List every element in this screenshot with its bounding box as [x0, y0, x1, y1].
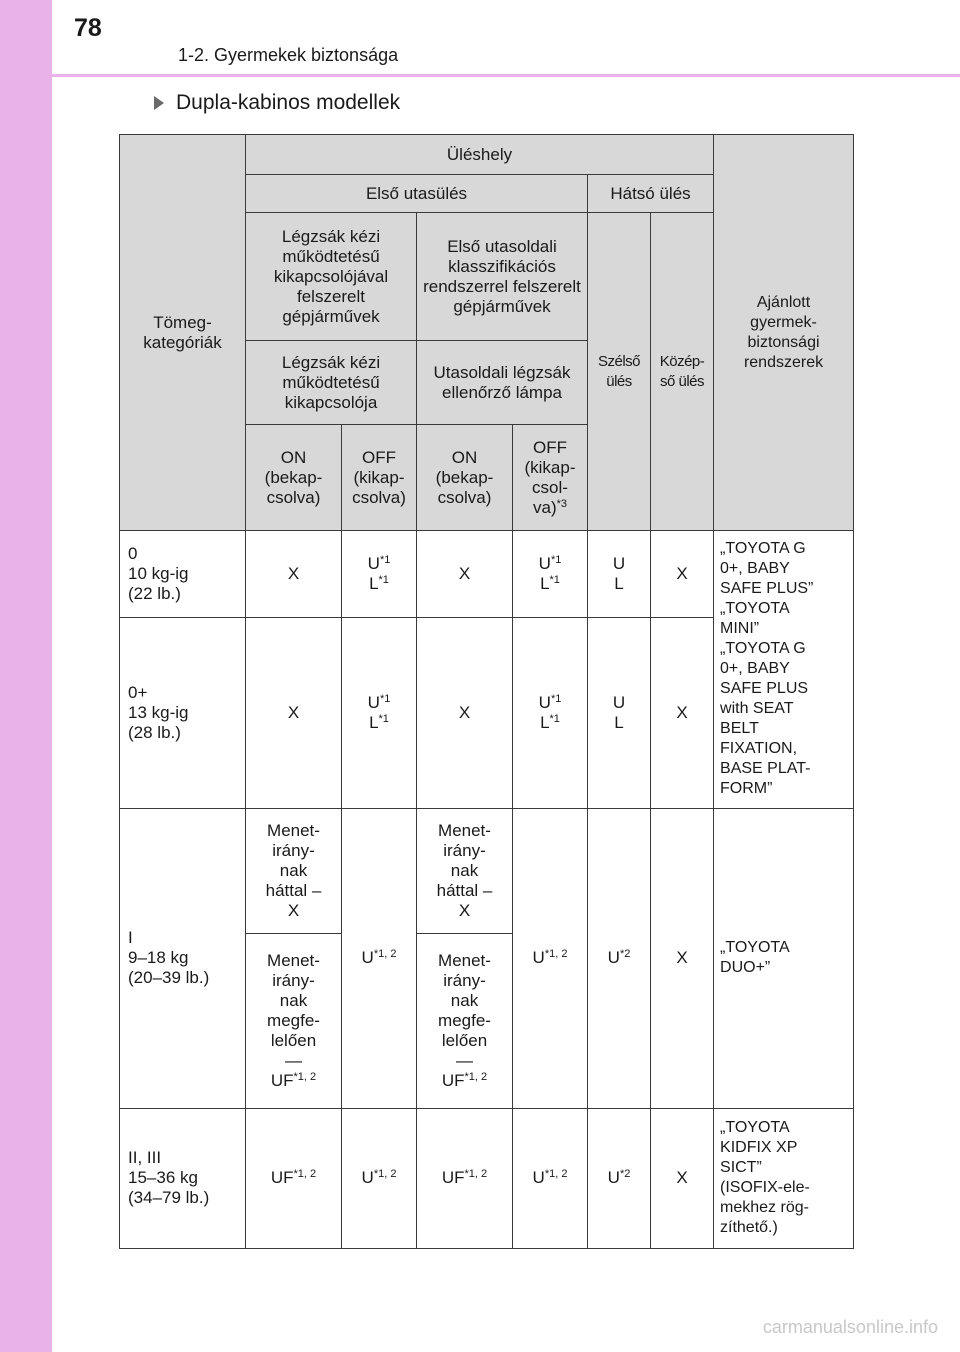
header-rule: [52, 74, 960, 77]
watermark-footer: carmanualsonline.info: [762, 1317, 938, 1337]
table-row: [120, 808, 854, 933]
manual-switch-vehicles-header: Légzsák kézi működtetésű kikapcsolójával felszerelt gépjárművek: [246, 213, 417, 341]
value-cell: X: [246, 531, 342, 618]
lamp-off-header: OFF (kikap- csol- va)$^{*3}$: [513, 425, 588, 531]
triangle-bullet-icon: [154, 96, 164, 110]
value-cell: UF$^{*1, 2}$: [417, 1108, 513, 1248]
weight-group-cell: 0+ 13 kg-ig (28 lb.): [120, 618, 246, 808]
indicator-lamp-label: Utasoldali légzsák ellenőrző lámpa: [417, 341, 588, 425]
value-cell: X: [651, 808, 714, 1108]
weight-category-header: Tömeg- kategóriák: [120, 135, 246, 531]
seating-position-header: Üléshely: [246, 135, 714, 175]
weight-group-cell: 0 10 kg-ig (22 lb.): [120, 531, 246, 618]
weight-group-cell: II, III 15–36 kg (34–79 lb.): [120, 1108, 246, 1248]
footnote-ref: *3: [556, 497, 568, 510]
weight-group-cell: I 9–18 kg (20–39 lb.): [120, 808, 246, 1108]
value-cell: $U^{*2}$: [588, 808, 651, 1108]
value-cell: U L: [588, 618, 651, 808]
outer-seat-header: Szélső ülés: [588, 213, 651, 531]
page-number: 78: [74, 14, 102, 42]
value-cell: X: [417, 618, 513, 808]
value-cell: U$^{*1, 2}$: [342, 1108, 417, 1248]
front-seat-header: Első utasülés: [246, 175, 588, 213]
forward-facing-cell: Menet- irány- nak megfe- lelően — UF$^{*1, 2}$: [246, 933, 342, 1108]
recommended-systems-cell: „TOYOTA DUO+”: [714, 808, 854, 1108]
value-cell: X: [417, 531, 513, 618]
value-cell: U$^{*1, 2}$: [513, 1108, 588, 1248]
value-cell: $U^{*2}$: [588, 1108, 651, 1248]
value-cell: X: [651, 618, 714, 808]
value-cell: X: [246, 618, 342, 808]
switch-off-header: OFF (kikap- csolva): [342, 425, 417, 531]
forward-facing-cell: Menet- irány- nak megfe- lelően — UF$^{*1, 2}$: [417, 933, 513, 1108]
classification-vehicles-header: Első utasoldali klasszifikációs rendszerrel felszerelt gépjárművek: [417, 213, 588, 341]
page-sidebar: [0, 0, 52, 1352]
value-cell: $U^{*1}$ $L^{*1}$: [342, 618, 417, 808]
lamp-on-header: ON (bekap- csolva): [417, 425, 513, 531]
chapter-title: 1-2. Gyermekek biztonsága: [178, 45, 399, 65]
value-cell: UF$^{*1, 2}$: [246, 1108, 342, 1248]
value-cell: U$^{*1, 2}$: [513, 808, 588, 1108]
value-cell: X: [651, 1108, 714, 1248]
recommended-systems-cell: „TOYOTA KIDFIX XP SICT” (ISOFIX-ele- mekhez rög- zíthető.): [714, 1108, 854, 1248]
table-row: [120, 1108, 854, 1248]
recommended-systems-header: Ajánlott gyermek- biztonsági rendszerek: [714, 135, 854, 531]
center-seat-header: Közép- ső ülés: [651, 213, 714, 531]
rear-facing-cell: Menet- irány- nak háttal – X: [246, 808, 342, 933]
switch-on-header: ON (bekap- csolva): [246, 425, 342, 531]
child-seat-table: [119, 134, 854, 1249]
value-cell: $U^{*1}$ $L^{*1}$: [513, 618, 588, 808]
table-row: [120, 531, 854, 618]
rear-facing-cell: Menet- irány- nak háttal – X: [417, 808, 513, 933]
section-title-text: Dupla-kabinos modellek: [176, 91, 401, 114]
section-title: [154, 91, 400, 115]
rear-seat-header: Hátsó ülés: [588, 175, 714, 213]
value-cell: U$^{*1, 2}$: [342, 808, 417, 1108]
recommended-systems-cell: „TOYOTA G 0+, BABY SAFE PLUS” „TOYOTA MINI” „TOYOTA G 0+, BABY SAFE PLUS with SEAT BELT FIXATION, BASE PLAT- FORM”: [714, 531, 854, 808]
value-cell: X: [651, 531, 714, 618]
value-cell: $U^{*1}$ $L^{*1}$: [513, 531, 588, 618]
value-cell: U L: [588, 531, 651, 618]
value-cell: $U^{*1}$ $L^{*1}$: [342, 531, 417, 618]
manual-switch-label: Légzsák kézi működtetésű kikapcsolója: [246, 341, 417, 425]
